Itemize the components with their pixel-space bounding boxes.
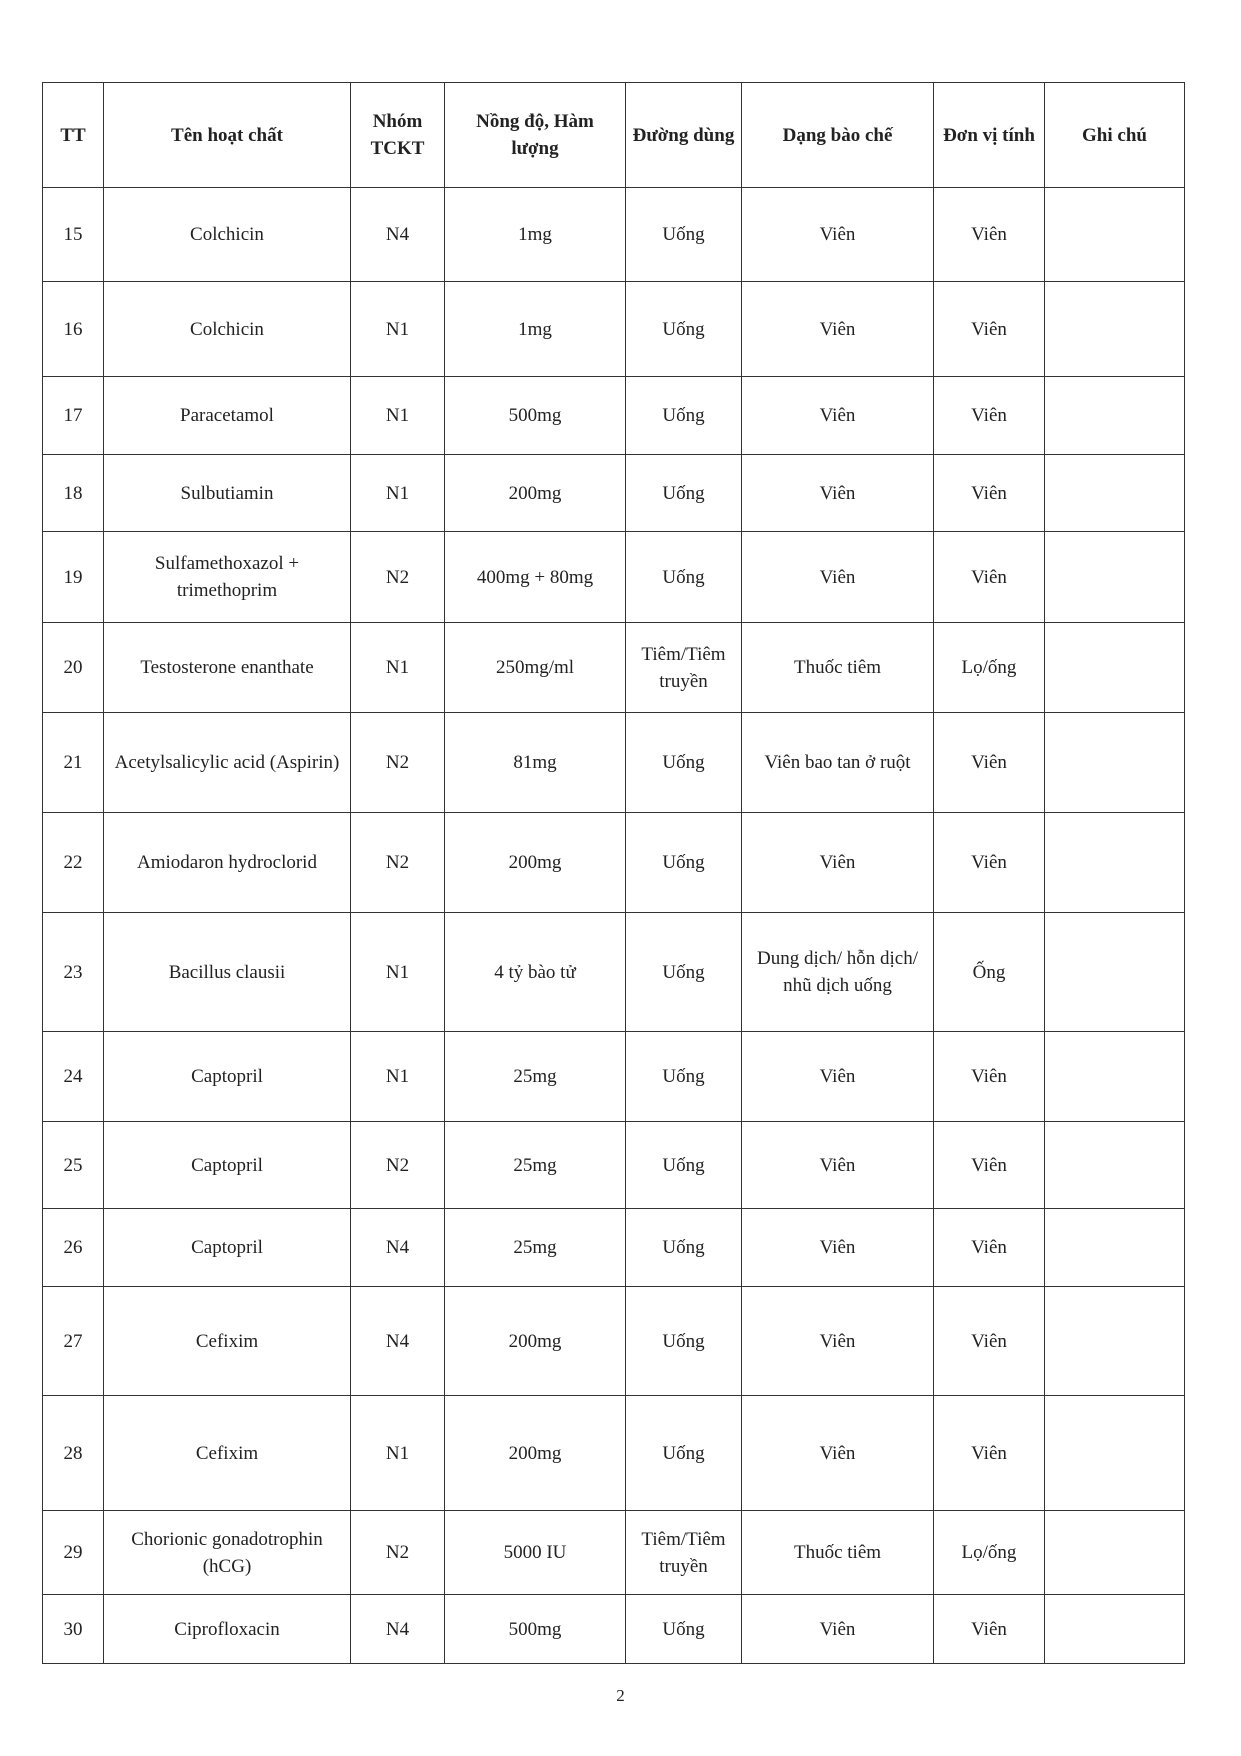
cell-name: Colchicin bbox=[104, 188, 351, 282]
table-row bbox=[43, 623, 1185, 713]
cell-form: Viên bbox=[742, 1122, 934, 1209]
table-row bbox=[43, 377, 1185, 455]
header-name: Tên hoạt chất bbox=[104, 83, 351, 188]
table-row bbox=[43, 455, 1185, 532]
cell-note bbox=[1045, 532, 1185, 623]
cell-route: Uống bbox=[626, 1032, 742, 1122]
cell-strength: 4 tỷ bào tử bbox=[445, 913, 626, 1032]
cell-unit: Viên bbox=[934, 813, 1045, 913]
cell-note bbox=[1045, 188, 1185, 282]
cell-strength: 25mg bbox=[445, 1122, 626, 1209]
cell-unit: Viên bbox=[934, 282, 1045, 377]
cell-name: Captopril bbox=[104, 1209, 351, 1287]
cell-note bbox=[1045, 813, 1185, 913]
cell-form: Viên bbox=[742, 532, 934, 623]
table-row bbox=[43, 1595, 1185, 1664]
cell-strength: 25mg bbox=[445, 1032, 626, 1122]
cell-group: N2 bbox=[351, 532, 445, 623]
cell-name: Sulfamethoxazol + trimethoprim bbox=[104, 532, 351, 623]
cell-route: Uống bbox=[626, 377, 742, 455]
cell-name: Ciprofloxacin bbox=[104, 1595, 351, 1664]
cell-group: N1 bbox=[351, 1032, 445, 1122]
cell-form: Thuốc tiêm bbox=[742, 1511, 934, 1595]
cell-group: N4 bbox=[351, 1287, 445, 1396]
cell-strength: 250mg/ml bbox=[445, 623, 626, 713]
cell-note bbox=[1045, 1032, 1185, 1122]
cell-note bbox=[1045, 377, 1185, 455]
cell-strength: 500mg bbox=[445, 1595, 626, 1664]
cell-group: N1 bbox=[351, 1396, 445, 1511]
cell-form: Viên bbox=[742, 1595, 934, 1664]
cell-name: Paracetamol bbox=[104, 377, 351, 455]
cell-unit: Viên bbox=[934, 1032, 1045, 1122]
cell-group: N2 bbox=[351, 1511, 445, 1595]
cell-tt: 15 bbox=[43, 188, 104, 282]
cell-form: Viên bbox=[742, 1209, 934, 1287]
table-row bbox=[43, 1122, 1185, 1209]
table-row bbox=[43, 713, 1185, 813]
cell-form: Viên bbox=[742, 282, 934, 377]
cell-tt: 16 bbox=[43, 282, 104, 377]
table-row bbox=[43, 1209, 1185, 1287]
cell-tt: 27 bbox=[43, 1287, 104, 1396]
cell-form: Thuốc tiêm bbox=[742, 623, 934, 713]
cell-form: Viên bao tan ở ruột bbox=[742, 713, 934, 813]
cell-tt: 19 bbox=[43, 532, 104, 623]
cell-tt: 18 bbox=[43, 455, 104, 532]
cell-note bbox=[1045, 1595, 1185, 1664]
cell-unit: Viên bbox=[934, 713, 1045, 813]
cell-group: N4 bbox=[351, 1209, 445, 1287]
cell-tt: 23 bbox=[43, 913, 104, 1032]
table-row bbox=[43, 188, 1185, 282]
cell-route: Tiêm/Tiêm truyền bbox=[626, 623, 742, 713]
cell-route: Uống bbox=[626, 913, 742, 1032]
header-form: Dạng bào chế bbox=[742, 83, 934, 188]
cell-tt: 24 bbox=[43, 1032, 104, 1122]
cell-form: Dung dịch/ hỗn dịch/ nhũ dịch uống bbox=[742, 913, 934, 1032]
cell-name: Chorionic gonadotrophin (hCG) bbox=[104, 1511, 351, 1595]
cell-name: Testosterone enanthate bbox=[104, 623, 351, 713]
cell-name: Bacillus clausii bbox=[104, 913, 351, 1032]
cell-strength: 1mg bbox=[445, 188, 626, 282]
cell-unit: Viên bbox=[934, 532, 1045, 623]
cell-unit: Ống bbox=[934, 913, 1045, 1032]
cell-form: Viên bbox=[742, 1032, 934, 1122]
cell-strength: 81mg bbox=[445, 713, 626, 813]
table-row bbox=[43, 813, 1185, 913]
cell-note bbox=[1045, 455, 1185, 532]
cell-group: N2 bbox=[351, 713, 445, 813]
cell-route: Uống bbox=[626, 1595, 742, 1664]
cell-note bbox=[1045, 623, 1185, 713]
cell-strength: 200mg bbox=[445, 1287, 626, 1396]
table-row bbox=[43, 913, 1185, 1032]
cell-name: Captopril bbox=[104, 1122, 351, 1209]
header-note: Ghi chú bbox=[1045, 83, 1185, 188]
cell-note bbox=[1045, 1511, 1185, 1595]
cell-route: Uống bbox=[626, 1122, 742, 1209]
cell-group: N1 bbox=[351, 377, 445, 455]
cell-strength: 5000 IU bbox=[445, 1511, 626, 1595]
cell-strength: 400mg + 80mg bbox=[445, 532, 626, 623]
cell-tt: 29 bbox=[43, 1511, 104, 1595]
cell-strength: 200mg bbox=[445, 813, 626, 913]
cell-unit: Viên bbox=[934, 188, 1045, 282]
cell-name: Cefixim bbox=[104, 1396, 351, 1511]
cell-route: Uống bbox=[626, 282, 742, 377]
cell-form: Viên bbox=[742, 455, 934, 532]
table-row bbox=[43, 1287, 1185, 1396]
header-tt: TT bbox=[43, 83, 104, 188]
cell-name: Acetylsalicylic acid (Aspirin) bbox=[104, 713, 351, 813]
cell-tt: 30 bbox=[43, 1595, 104, 1664]
cell-name: Amiodaron hydroclorid bbox=[104, 813, 351, 913]
cell-tt: 21 bbox=[43, 713, 104, 813]
table-row bbox=[43, 1511, 1185, 1595]
cell-route: Uống bbox=[626, 713, 742, 813]
cell-unit: Lọ/ống bbox=[934, 623, 1045, 713]
cell-route: Uống bbox=[626, 1396, 742, 1511]
cell-tt: 20 bbox=[43, 623, 104, 713]
cell-form: Viên bbox=[742, 1287, 934, 1396]
cell-route: Uống bbox=[626, 455, 742, 532]
cell-strength: 1mg bbox=[445, 282, 626, 377]
drug-list-table bbox=[42, 82, 1185, 1664]
cell-note bbox=[1045, 1122, 1185, 1209]
cell-unit: Viên bbox=[934, 1287, 1045, 1396]
table-body bbox=[43, 188, 1185, 1664]
table-header-row bbox=[43, 83, 1185, 188]
cell-form: Viên bbox=[742, 377, 934, 455]
cell-unit: Viên bbox=[934, 1595, 1045, 1664]
cell-note bbox=[1045, 1209, 1185, 1287]
cell-note bbox=[1045, 282, 1185, 377]
cell-group: N4 bbox=[351, 1595, 445, 1664]
cell-group: N2 bbox=[351, 1122, 445, 1209]
cell-unit: Viên bbox=[934, 1209, 1045, 1287]
cell-form: Viên bbox=[742, 813, 934, 913]
cell-name: Captopril bbox=[104, 1032, 351, 1122]
table-row bbox=[43, 282, 1185, 377]
cell-form: Viên bbox=[742, 1396, 934, 1511]
cell-group: N1 bbox=[351, 913, 445, 1032]
cell-tt: 28 bbox=[43, 1396, 104, 1511]
cell-strength: 500mg bbox=[445, 377, 626, 455]
cell-route: Uống bbox=[626, 188, 742, 282]
cell-group: N2 bbox=[351, 813, 445, 913]
cell-unit: Lọ/ống bbox=[934, 1511, 1045, 1595]
cell-route: Uống bbox=[626, 813, 742, 913]
header-group: Nhóm TCKT bbox=[351, 83, 445, 188]
cell-note bbox=[1045, 1287, 1185, 1396]
page-number: 2 bbox=[616, 1686, 625, 1705]
cell-strength: 25mg bbox=[445, 1209, 626, 1287]
cell-tt: 17 bbox=[43, 377, 104, 455]
cell-note bbox=[1045, 713, 1185, 813]
cell-name: Cefixim bbox=[104, 1287, 351, 1396]
cell-group: N4 bbox=[351, 188, 445, 282]
table-row bbox=[43, 1032, 1185, 1122]
cell-strength: 200mg bbox=[445, 1396, 626, 1511]
cell-unit: Viên bbox=[934, 1396, 1045, 1511]
cell-group: N1 bbox=[351, 455, 445, 532]
header-route: Đường dùng bbox=[626, 83, 742, 188]
table-row bbox=[43, 1396, 1185, 1511]
cell-group: N1 bbox=[351, 282, 445, 377]
cell-unit: Viên bbox=[934, 377, 1045, 455]
cell-route: Tiêm/Tiêm truyền bbox=[626, 1511, 742, 1595]
cell-route: Uống bbox=[626, 1287, 742, 1396]
cell-unit: Viên bbox=[934, 455, 1045, 532]
table-row bbox=[43, 532, 1185, 623]
cell-tt: 26 bbox=[43, 1209, 104, 1287]
cell-note bbox=[1045, 1396, 1185, 1511]
cell-note bbox=[1045, 913, 1185, 1032]
cell-group: N1 bbox=[351, 623, 445, 713]
cell-tt: 25 bbox=[43, 1122, 104, 1209]
header-strength: Nồng độ, Hàm lượng bbox=[445, 83, 626, 188]
cell-strength: 200mg bbox=[445, 455, 626, 532]
cell-unit: Viên bbox=[934, 1122, 1045, 1209]
cell-tt: 22 bbox=[43, 813, 104, 913]
cell-name: Sulbutiamin bbox=[104, 455, 351, 532]
header-unit: Đơn vị tính bbox=[934, 83, 1045, 188]
cell-name: Colchicin bbox=[104, 282, 351, 377]
cell-route: Uống bbox=[626, 532, 742, 623]
cell-route: Uống bbox=[626, 1209, 742, 1287]
cell-form: Viên bbox=[742, 188, 934, 282]
